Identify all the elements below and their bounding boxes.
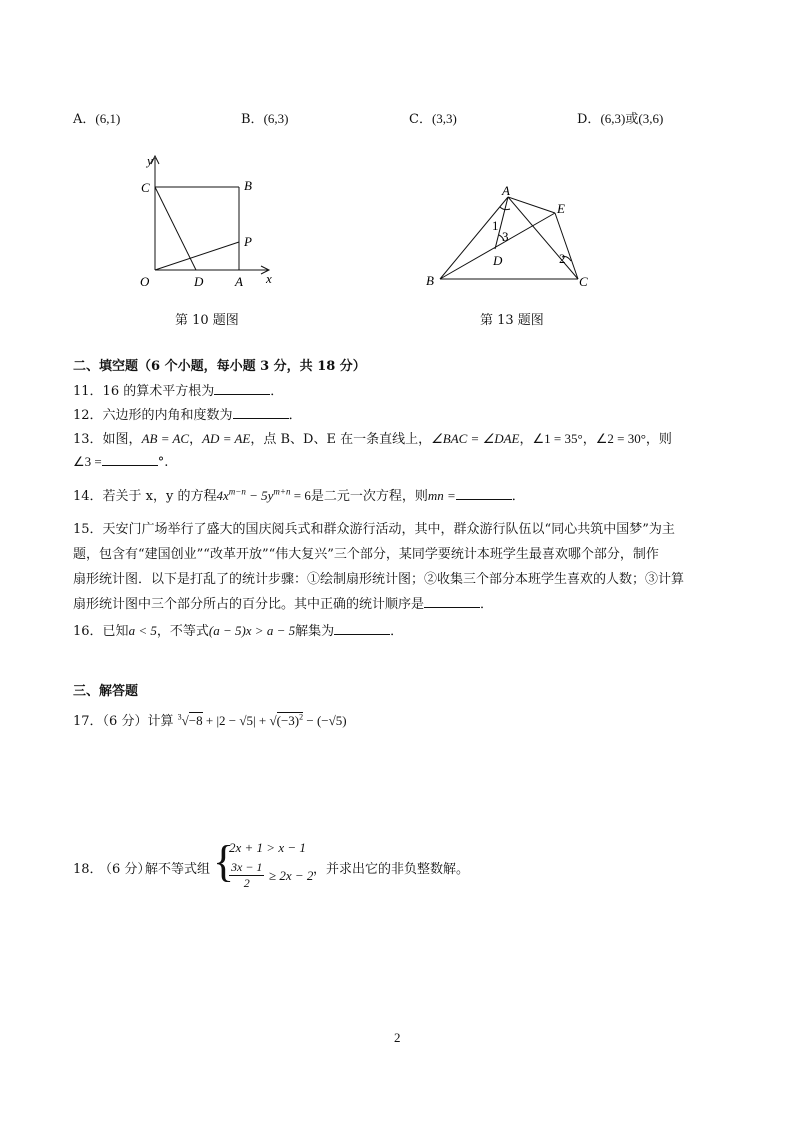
q13-blank bbox=[102, 453, 158, 466]
q17-plus2: + bbox=[255, 713, 270, 728]
figure-13-caption: 第 13 题图 bbox=[480, 313, 544, 328]
q13-eq2: AD = AE bbox=[202, 431, 251, 446]
option-a bbox=[73, 108, 120, 127]
q16-num: 16． bbox=[73, 624, 103, 639]
option-b bbox=[241, 108, 288, 127]
question-12 bbox=[73, 404, 302, 423]
q18-num: 18． bbox=[73, 862, 103, 877]
question-15-line4 bbox=[73, 593, 493, 612]
q13-line2-end: °. bbox=[157, 455, 169, 470]
label-a: A bbox=[235, 274, 243, 289]
q18-ineq2-rest: ≥ 2x − 2 bbox=[269, 868, 314, 883]
q16-cond: a < 5 bbox=[128, 623, 157, 638]
label-c: C bbox=[141, 180, 150, 195]
q14-end: ． bbox=[511, 489, 525, 504]
label-d: D bbox=[493, 253, 503, 268]
q17-sqrt-arg: (−3) bbox=[276, 713, 300, 728]
q13-line2-start: ∠3 = bbox=[73, 454, 102, 469]
q17-expression bbox=[178, 713, 347, 728]
question-13-line1 bbox=[73, 428, 672, 447]
q12-num: 12． bbox=[73, 408, 103, 423]
question-15-line1 bbox=[73, 518, 675, 537]
question-17 bbox=[73, 710, 347, 729]
q17-sq: 2 bbox=[299, 712, 304, 722]
q15-end: ． bbox=[480, 597, 494, 612]
q17-root3-index: 3 bbox=[177, 712, 182, 722]
q15-blank bbox=[424, 595, 480, 608]
q13-eq3: ∠BAC = ∠DAE bbox=[431, 431, 520, 446]
q11-blank bbox=[214, 382, 270, 395]
option-d-value1: (6,3) bbox=[600, 111, 626, 126]
radical-icon: √ bbox=[181, 713, 189, 728]
q16-p3: 解集为 bbox=[295, 624, 335, 639]
q15-line1: 天安门广场举行了盛大的国庆阅兵式和群众游行活动，其中，群众游行队伍以“同心共筑中国梦”为主 bbox=[102, 522, 675, 537]
q14-sup1: m−n bbox=[228, 486, 246, 497]
q14-sup2: m+n bbox=[273, 486, 291, 497]
q17-sqrt-group bbox=[277, 712, 304, 728]
figure-10-caption: 第 10 题图 bbox=[175, 313, 239, 328]
q14-p2: 是二元一次方程，则 bbox=[310, 489, 428, 504]
label-angle-1: 1 bbox=[492, 218, 499, 233]
q18-tail: ，并求出它的非负整数解。 bbox=[313, 862, 470, 877]
q13-eq5: ∠2 = 30° bbox=[595, 431, 646, 446]
q15-num: 15． bbox=[73, 522, 103, 537]
label-angle-3: 3 bbox=[502, 229, 509, 244]
figure-10 bbox=[130, 150, 290, 295]
q14-p1: 若关于 x，y 的方程 bbox=[102, 489, 217, 504]
q17-score: （6 分） bbox=[102, 714, 148, 729]
question-14 bbox=[73, 485, 525, 504]
q17-last: (−√5) bbox=[316, 713, 347, 728]
label-b: B bbox=[244, 178, 252, 193]
q18-frac-den: 2 bbox=[243, 876, 250, 890]
question-11 bbox=[73, 380, 283, 399]
q13-p2: ，点 B、D、E 在一条直线上， bbox=[250, 432, 432, 447]
q16-blank bbox=[334, 622, 390, 635]
option-c bbox=[409, 108, 457, 127]
label-e: E bbox=[557, 201, 565, 216]
q14-num: 14． bbox=[73, 489, 103, 504]
option-d-letter: D． bbox=[577, 112, 601, 127]
q18-label: 解不等式组 bbox=[145, 862, 211, 877]
radical-icon: √ bbox=[269, 713, 277, 728]
question-15-line2: 题，包含有“建国创业”“改革开放”“伟大复兴”三个部分，某同学要统计本班学生最喜欢哪个部分，制作 bbox=[73, 547, 659, 562]
q13-sep3: ， bbox=[582, 432, 596, 447]
label-o: O bbox=[140, 274, 150, 289]
q16-end: ． bbox=[390, 624, 404, 639]
q16-p1: 已知 bbox=[102, 624, 129, 639]
abs-bar-right: | bbox=[253, 713, 256, 728]
option-b-letter: B． bbox=[241, 112, 264, 127]
label-c: C bbox=[579, 274, 588, 289]
option-a-value: (6,1) bbox=[95, 111, 121, 126]
page-number: 2 bbox=[394, 1030, 401, 1045]
label-b: B bbox=[426, 273, 434, 288]
q13-sep2: ， bbox=[519, 432, 533, 447]
q14-eq-end: = 6 bbox=[290, 488, 311, 503]
q11-end: ． bbox=[270, 384, 284, 399]
q14-eq: 4x bbox=[216, 488, 229, 503]
q16-ineq: (a − 5)x > a − 5 bbox=[208, 623, 296, 638]
option-c-value: (3,3) bbox=[431, 111, 457, 126]
q12-end: ． bbox=[288, 408, 302, 423]
q11-text: 16 的算术平方根为 bbox=[102, 384, 215, 399]
q15-line4: 扇形统计图中三个部分所占的百分比。其中正确的统计顺序是 bbox=[73, 597, 425, 612]
segment-op bbox=[155, 242, 239, 270]
q17-root3-arg: −8 bbox=[188, 713, 203, 728]
q18-frac-num: 3x − 1 bbox=[231, 860, 263, 874]
label-p: P bbox=[244, 234, 252, 249]
option-c-letter: C． bbox=[409, 112, 432, 127]
q17-plus1: + bbox=[202, 713, 217, 728]
label-y: y bbox=[147, 153, 153, 168]
q13-p1: 如图， bbox=[102, 432, 142, 447]
option-d-or: 或 bbox=[625, 112, 639, 127]
q17-num: 17． bbox=[73, 714, 103, 729]
question-13-line2 bbox=[73, 453, 168, 470]
q18-ineq1: 2x + 1 > x − 1 bbox=[229, 840, 306, 855]
segment-cd bbox=[155, 187, 196, 270]
q18-score: （6 分） bbox=[99, 862, 151, 877]
q14-mid: − 5y bbox=[245, 488, 274, 503]
section-3-title: 三、解答题 bbox=[73, 684, 139, 699]
q13-eq4: ∠1 = 35° bbox=[532, 431, 583, 446]
q11-num: 11． bbox=[73, 384, 103, 399]
question-16 bbox=[73, 620, 403, 639]
section-2-title: 二、填空题（6 个小题，每小题 3 分，共 18 分） bbox=[73, 359, 366, 374]
q13-sep1: ， bbox=[189, 432, 203, 447]
q17-minus: − bbox=[303, 713, 317, 728]
option-a-letter: A． bbox=[73, 112, 96, 127]
label-angle-2: 2 bbox=[559, 251, 566, 266]
q18-fraction bbox=[229, 860, 264, 891]
q13-p3: ，则 bbox=[645, 432, 672, 447]
abs-bar-left: | bbox=[216, 713, 220, 728]
left-brace-icon: { bbox=[213, 837, 235, 886]
q16-p2: ，不等式 bbox=[156, 624, 209, 639]
label-x: x bbox=[266, 271, 272, 286]
q14-mn: mn = bbox=[427, 488, 456, 503]
q17-label: 计算 bbox=[147, 714, 174, 729]
label-a: A bbox=[502, 185, 510, 198]
figure-13 bbox=[420, 185, 600, 295]
q14-blank bbox=[456, 487, 512, 500]
q12-text: 六边形的内角和度数为 bbox=[102, 408, 233, 423]
option-d bbox=[577, 108, 663, 127]
q12-blank bbox=[233, 406, 289, 419]
q13-eq1: AB = AC bbox=[141, 431, 190, 446]
label-d: D bbox=[194, 274, 204, 289]
q13-num: 13． bbox=[73, 432, 103, 447]
q17-abs: 2 − √5 bbox=[219, 713, 254, 728]
question-15-line3: 扇形统计图．以下是打乱了的统计步骤：①绘制扇形统计图；②收集三个部分本班学生喜欢的人数；③计算 bbox=[73, 572, 685, 587]
option-d-value2: (3,6) bbox=[638, 111, 664, 126]
segment-ec bbox=[555, 213, 578, 279]
option-b-value: (6,3) bbox=[263, 111, 289, 126]
